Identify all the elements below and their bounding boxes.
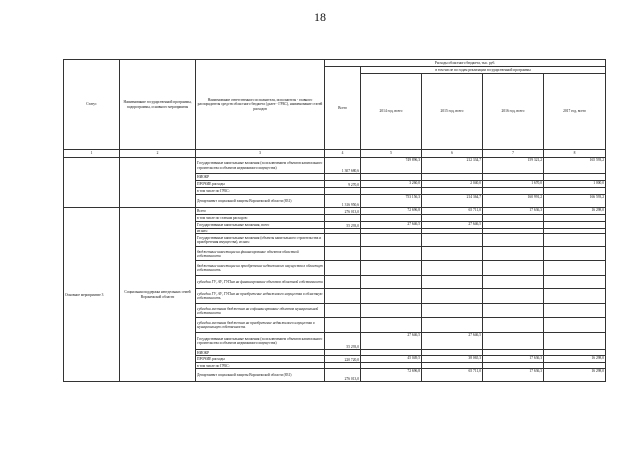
row-v2	[422, 215, 483, 222]
row-label: НИОКР	[196, 174, 325, 181]
row-label: Государственные капитальные вложения (за исключением объектов капитального строительства и объектов недвижимого имущества)	[196, 158, 325, 174]
row-v4	[544, 188, 606, 195]
budget-table	[63, 59, 606, 382]
row-v2: 27 646,5	[422, 333, 483, 350]
row-v2	[422, 304, 483, 318]
header-program-name: Наименование государственной программы, подпрограммы, основного мероприятия	[120, 60, 196, 150]
row-total	[325, 304, 361, 318]
row-v4: 16 298,0	[544, 369, 606, 382]
row-v3	[483, 304, 544, 318]
row-v4	[544, 289, 606, 304]
row-v1	[361, 289, 422, 304]
row-v1	[361, 261, 422, 276]
header-2017: 2017 год, всего	[544, 74, 606, 150]
row-v3: 1 670,0	[483, 181, 544, 188]
row-v2: 214 364,7	[422, 195, 483, 208]
row-total: 276 013,0	[325, 208, 361, 215]
row-v3	[483, 222, 544, 229]
row-v1: 72 696,8	[361, 208, 422, 215]
row-v4	[544, 174, 606, 181]
row-v4	[544, 247, 606, 261]
row-v1	[361, 234, 422, 247]
row-label: ПРОЧИЕ расходы	[196, 356, 325, 363]
row-label: в том числе по ГРБС:	[196, 188, 325, 195]
row-label: субсидии ГУ, АУ, ГУПам на финансирование объектов областной собственности	[196, 276, 325, 289]
row-v3	[483, 318, 544, 333]
row-label: в том числе по статьям расходов:	[196, 215, 325, 222]
row-label: Государственные капитальные вложения (объекты капитального строительства и приобретения имущества), из них:	[196, 234, 325, 247]
row-label: в том числе по ГРБС:	[196, 363, 325, 369]
row-program: Социальная поддержка неотдельных семей Воронежской области	[120, 208, 196, 382]
row-v3	[483, 333, 544, 350]
row-v1: 27 646,5	[361, 333, 422, 350]
row-v4	[544, 234, 606, 247]
row-status-empty	[64, 158, 120, 208]
row-program-empty	[120, 158, 196, 208]
row-v1	[361, 188, 422, 195]
row-label: Всего	[196, 208, 325, 215]
row-total: 55 293,0	[325, 333, 361, 350]
row-v1	[361, 304, 422, 318]
row-v1	[361, 247, 422, 261]
row-v3: 17 636,3	[483, 356, 544, 363]
row-total: 276 013,0	[325, 369, 361, 382]
row-label: Государственные капитальные вложения, всего	[196, 222, 325, 229]
row-v2	[422, 276, 483, 289]
row-status: Основное мероприятие 3	[64, 208, 120, 382]
row-total: 1 316 950,6	[325, 195, 361, 208]
row-v1: 749 896,3	[361, 158, 422, 174]
row-label: Государственные капитальные вложения (за исключением объектов капитального строительства и объектов недвижимого имущества)	[196, 333, 325, 350]
col-num: 2	[120, 150, 196, 158]
header-2014: 2014 год, всего	[361, 74, 422, 150]
row-label: субсидии местным бюджетам на софинансирование объектов муниципальной собственности	[196, 304, 325, 318]
row-v2	[422, 289, 483, 304]
row-v4	[544, 261, 606, 276]
row-label: субсидии ГУ, АУ, ГУПам на приобретение недвижимого имущества в областную собственность	[196, 289, 325, 304]
row-total	[325, 261, 361, 276]
header-budget-title: Расходы областного бюджета, тыс. руб.	[325, 60, 606, 67]
row-v4: 166 593,2	[544, 195, 606, 208]
row-v4	[544, 215, 606, 222]
row-total: 1 307 680,6	[325, 158, 361, 174]
row-v4: 16 298,0	[544, 356, 606, 363]
row-total	[325, 247, 361, 261]
page-number: 18	[314, 10, 326, 24]
row-total: 55 293,0	[325, 222, 361, 229]
row-v4	[544, 333, 606, 350]
row-total	[325, 234, 361, 247]
header-executor: Наименование ответственного исполнителя, исполнителя - главного распорядителя средств областного бюджета (далее - ГРБС), наименование статей расходов	[196, 60, 325, 150]
row-label: Департамент социальной защиты Воронежской области (831)	[196, 369, 325, 382]
row-total	[325, 188, 361, 195]
col-num: 6	[422, 150, 483, 158]
row-v2	[422, 318, 483, 333]
row-v3: 17 636,3	[483, 369, 544, 382]
row-label: бюджетные инвестиции на финансирование объектов областной собственности	[196, 247, 325, 261]
row-label: НИОКР	[196, 350, 325, 356]
row-v1: 27 646,5	[361, 222, 422, 229]
row-v4: 165 593,2	[544, 158, 606, 174]
row-v1	[361, 318, 422, 333]
row-label: Департамент социальной защиты Воронежской области (831)	[196, 195, 325, 208]
row-v4	[544, 222, 606, 229]
row-total: 220 720,0	[325, 356, 361, 363]
row-v3	[483, 247, 544, 261]
col-num: 1	[64, 150, 120, 158]
row-v2: 38 065,3	[422, 356, 483, 363]
row-v3	[483, 215, 544, 222]
row-total: 9 270,0	[325, 181, 361, 188]
table-row	[64, 158, 606, 174]
header-2016: 2016 год, всего	[483, 74, 544, 150]
col-num: 4	[325, 150, 361, 158]
row-v3: 159 321,2	[483, 158, 544, 174]
row-v2: 65 711,0	[422, 369, 483, 382]
row-v3	[483, 289, 544, 304]
row-v1	[361, 174, 422, 181]
row-v2	[422, 174, 483, 181]
header-status: Статус	[64, 60, 120, 150]
row-v4	[544, 276, 606, 289]
header-incl-years: в том числе по годам реализации государственной программы	[361, 67, 606, 74]
col-num: 5	[361, 150, 422, 158]
col-num: 8	[544, 150, 606, 158]
row-v2: 212 334,7	[422, 158, 483, 174]
row-v3	[483, 261, 544, 276]
row-v3	[483, 174, 544, 181]
row-v2: 65 711,0	[422, 208, 483, 215]
row-v3	[483, 276, 544, 289]
row-v2	[422, 188, 483, 195]
row-v1	[361, 276, 422, 289]
row-v2	[422, 247, 483, 261]
row-v1: 72 696,8	[361, 369, 422, 382]
row-v4: 16 298,0	[544, 208, 606, 215]
row-total	[325, 289, 361, 304]
row-v2: 2 040,0	[422, 181, 483, 188]
table-row	[64, 208, 606, 215]
row-v4	[544, 318, 606, 333]
row-v2	[422, 261, 483, 276]
row-total	[325, 318, 361, 333]
row-total	[325, 215, 361, 222]
row-v1: 3 260,0	[361, 181, 422, 188]
row-total	[325, 174, 361, 181]
row-v4: 1 000,0	[544, 181, 606, 188]
row-v3	[483, 234, 544, 247]
header-total: Всего	[325, 67, 361, 150]
row-v1	[361, 215, 422, 222]
row-label: ПРОЧИЕ расходы	[196, 181, 325, 188]
header-2015: 2015 год, всего	[422, 74, 483, 150]
row-v2: 27 646,5	[422, 222, 483, 229]
row-label: субсидии местным бюджетам на приобретение недвижимого имущества в муниципальную собственность	[196, 318, 325, 333]
row-label: из них:	[196, 229, 325, 234]
row-v3: 17 636,3	[483, 208, 544, 215]
col-num: 3	[196, 150, 325, 158]
row-v1: 45 049,5	[361, 356, 422, 363]
row-v1: 753 156,3	[361, 195, 422, 208]
row-v3	[483, 188, 544, 195]
row-label: бюджетные инвестиции на приобретение недвижимого имущества в областную собственность	[196, 261, 325, 276]
col-num: 7	[483, 150, 544, 158]
row-v3: 160 991,2	[483, 195, 544, 208]
row-v2	[422, 234, 483, 247]
row-v4	[544, 304, 606, 318]
row-total	[325, 276, 361, 289]
